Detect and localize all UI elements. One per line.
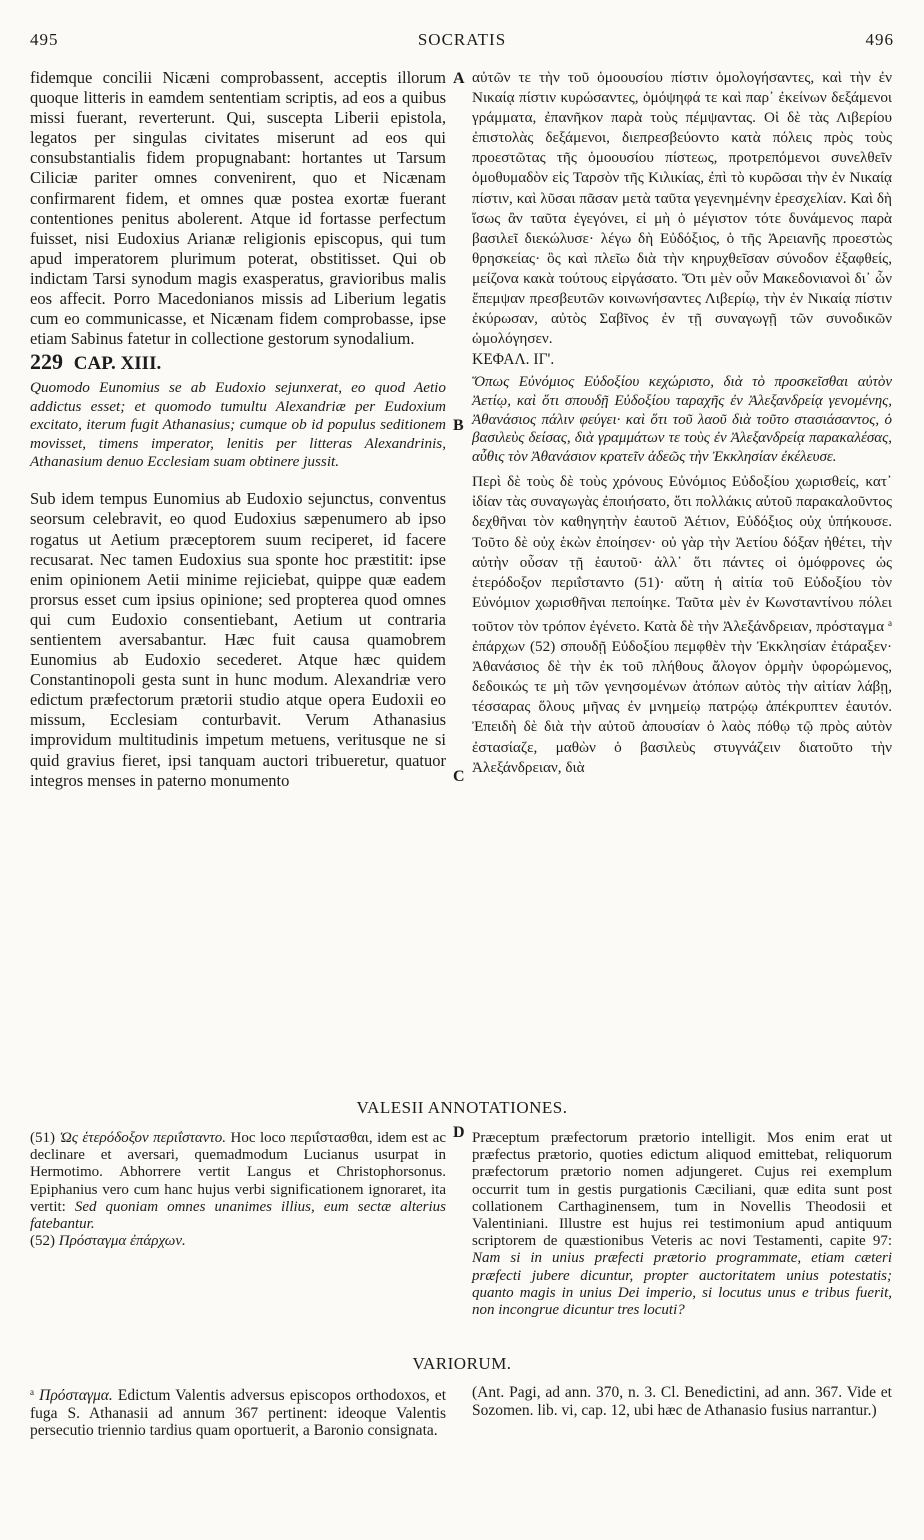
note-52-start [30, 1233, 446, 1250]
greek-paragraph-2-part-2: ἐπάρχων (52) σπουδῇ Εὐδοξίου πεμφθὲν τὴν Ἐκκλησίαν ἐτάραξεν· Ἀθανάσιος δὲ τὴν ἐκ τοῦ πλήθους ἄλογον ὁρμὴν ὑφορώμενος, δεδοικώς τε μὴ τῶν γενησομένων ἀτόπων αὐτὸς τὴν αἰτίαν λάβῃ, τέσσαρας ὅλους μῆνας ἐν μνημείῳ πατρῴῳ ἀπέκρυπτεν ἑαυτόν. Ἐπειδὴ δὲ διὰ τὴν αὐτοῦ ἀπουσίαν ὁ λαὸς πόθῳ τῷ πρὸς αὐτὸν ἐστασίαζε, μαθὼν ὁ βασιλεὺς στυγνάζειν διατοῦτο τὴν Ἀλεξάνδρειαν, διὰ [472, 638, 892, 776]
note-51-quote: Sed quoniam omnes unanimes illius, eum sectæ alterius fatebantur. [30, 1198, 446, 1233]
variorum-note-marker: a [888, 617, 892, 628]
margin-marker-c: C [453, 768, 465, 785]
variorum-note-left [30, 1384, 446, 1440]
latin-paragraph-1: fidemque concilii Nicæni comprobassent, acceptis illorum quoque litteris in eamdem sententiam scriptis, ad eos a quibus missi fuerant, reverterunt. Qui, suscepta Liberii epistola, legatos per singulas civitates miserunt ad eos qui consubstantialis fidem propugnabant: hortantes ut Tarsum Ciliciæ pariter omnes convenirent, quo et Nicænam confirmarent fidem, et omnes quæ postea exortæ fuerant contentiones penitus abolerent. Atque id fortasse perfectum fuisset, nisi Eudoxius Arianæ religionis episcopus, qui tum apud imperatorem plurimum poterat, obstitisset. Qui ob indictam Tarsi synodum magis exasperatus, gravioribus malis eos affecit. Porro Macedonianos missis ad Liberium legatis cum eo communicasse, et Nicænam fidem comprobasse, ipse etiam Sabinus fatetur in collectione gestorum synodalium. [30, 68, 446, 349]
note-51 [30, 1130, 446, 1233]
valesii-notes-left [30, 1130, 446, 1250]
note-52-quote: Nam si in unius præfecti prætorio programmate, etiam cæteri præfecti jubere dicuntur, propter auctoritatem unius potestatis; quanto magis in unius Dei imperio, si locutus unus e tribus fuerit, non incongrue dicuntur tres locuti? [472, 1250, 892, 1319]
greek-paragraph-2 [472, 472, 892, 777]
note-52-text: Præceptum præfectorum prætorio intelligit. Mos enim erat ut præfectus prætorio, quoties edictum aliquod emittebat, reliquorum præfectorum prætorio nomen adjungeret. Cujus rei exemplum occurrit tum in gestis purgationis Cæciliani, quæ edita sunt post collationem Carthaginensem, tum in Novellis Theodosii et Valentiniani. Illustre est hujus rei testimonium apud antiquum scriptorem de quæstionibus Veteris ac novi Testamenti, capite 97: [472, 1130, 892, 1250]
note-51-lemma: Ὡς ἑτερόδοξον περιΐσταντο. [59, 1130, 227, 1146]
latin-column [30, 68, 446, 791]
margin-marker-d: D [453, 1124, 465, 1141]
variorum-section-title: VARIORUM. [412, 1354, 512, 1373]
variorum-note-right [472, 1384, 892, 1419]
running-title: SOCRATIS [417, 30, 507, 49]
greek-chapter-summary: Ὅπως Εὐνόμιος Εὐδοξίου κεχώριστο, διὰ τὸ προσκεῖσθαι αὐτὸν Ἀετίῳ, καὶ ὅτι σπουδῇ Εὐδοξίου ταραχῆς ἐν Ἀλεξανδρείᾳ γενομένης, Ἀθανάσιος πάλιν φεύγει· καὶ ὅτι τοῦ λαοῦ διὰ τοῦτο στασιάσαντος, ὁ βασιλεὺς δείσας, διὰ γραμμάτων τε τοὺς ἐν Ἀλεξανδρείᾳ παρακαλέσας, αὖθις τὸν Ἀθανάσιον κρατεῖν ἀδεῶς τὴν Ἐκκλησίαν ἐκέλευσε. [472, 374, 892, 465]
valesii-notes-right [472, 1130, 892, 1319]
variorum-marker: a [30, 1387, 34, 1397]
note-52-body [472, 1130, 892, 1319]
page-number-right: 496 [865, 30, 894, 49]
latin-chapter-label: CAP. XIII. [73, 353, 162, 375]
greek-paragraph-1: αὐτῶν τε τὴν τοῦ ὁμοουσίου πίστιν ὁμολογήσαντες, καὶ τὴν ἐν Νικαίᾳ πίστιν κυρώσαντες, ὁμόψηφά τε καὶ παρ᾽ ἐκείνων δεξάμενοι γράμματα, ἐπανῆκον παρὰ τοὺς πέμψαντας. Οἱ δὲ τὰς Λιβερίου ἐπιστολὰς δεξάμενοι, διεπρεσβεύοντο κατὰ πόλεις πρὸς τοὺς προεστῶτας τῆς ὁμοουσίου πίστεως, προτρεπόμενοι συνελθεῖν ὁμοθυμαδὸν εἰς Ταρσὸν τῆς Κιλικίας, ἐπὶ τὸ κυρῶσαι τὴν ἐν Νικαίᾳ πίστιν, καὶ λῦσαι πᾶσαν μετὰ ταῦτα γεγενημένην ἐρεσχελίαν. Καὶ δὴ ἴσως ἂν ταῦτα ἐγεγόνει, εἰ μὴ ὁ μέγιστον τότε δυνάμενος παρὰ βασιλεῖ διεκώλυσε· λέγω δὴ Εὐδόξιος, ὁ τῆς Ἀρειανῆς προεστὼς θρησκείας· ὃς καὶ πλεῖω διὰ τὴν κηρυχθεῖσαν σύνοδον ἐξαφθείς, μείζονα κακὰ τούτους εἰργάσατο. Ὅτι μὲν οὖν Μακεδονιανοὶ δι᾽ ὧν ἔπεμψαν πρεσβευτῶν κοινωνήσαντες Λιβερίῳ, τὴν ἐν Νικαίᾳ πίστιν ἐκύρωσαν, αὐτὸς Σαβῖνος ἐν τῇ συναγωγῇ τῶν συνοδικῶν ὡμολόγησεν. [472, 69, 892, 348]
note-52-ref: (52) [30, 1233, 55, 1250]
latin-chapter-summary: Quomodo Eunomius se ab Eudoxio sejunxerat, eo quod Aetio addictus esset; et quomodo tumultu Alexandriæ per Eudoxium excitato, iterum fugit Athanasius; cumque ob id populus seditionem movisset, timens imperator, lenitis per litteras Alexandrinis, Athanasium denuo Ecclesiam suam obtinere jussit. [30, 379, 446, 470]
margin-marker-a: A [453, 70, 465, 87]
valesii-section-title: VALESII ANNOTATIONES. [356, 1098, 568, 1117]
note-51-ref: (51) [30, 1130, 55, 1146]
note-51-text: Hoc loco περιΐστασθαι, idem est ac declinare et aversari, quemadmodum Lucianus usurpat in Hermotimo. Abhorrere vertit Langus et Christophorsonus. Epiphanius vero cum hanc hujus verbi significationem ignoraret, ita vertit: [30, 1130, 446, 1215]
latin-paragraph-2: Sub idem tempus Eunomius ab Eudoxio sejunctus, conventus seorsum celebravit, eo quod Eudoxius sæpenumero ab ipso rogatus ut Aetium præceptorem suum reciperet, id facere recusarat. Nec tamen Eudoxius sua sponte hoc præstitit: ipse enim opinionem Aetii minime rejiciebat, quippe quæ eadem prorsus esset cum ipsius opinione; sed propterea quod omnes qui cum Eudoxio consentiebant, Aetium ut contraria sentientem aversabantur. Hæc fuit causa quamobrem Eunomius ab Eudoxio secederet. Atque hæc quidem Constantinopoli gesta sunt in hunc modum. Alexandriæ vero edictum præfectorum prætorii studio atque opera Eudoxii eo missum, Ecclesiam conturbavit. Verum Athanasius improvidum multitudinis impetum metuens, veritusque ne si quid gravius fieret, ipsi tanquam auctori tribueretur, quatuor integros menses in paterno monumento [30, 489, 446, 790]
chapter-number: 229 [30, 349, 63, 375]
margin-marker-b: B [453, 417, 464, 434]
variorum-note [30, 1384, 446, 1440]
page-number-left: 495 [30, 30, 59, 49]
greek-column [472, 68, 892, 778]
variorum-continuation: (Ant. Pagi, ad ann. 370, n. 3. Cl. Benedictini, ad ann. 367. Vide et Sozomen. lib. vi, cap. 12, ubi hæc de Athanasio fusius narrantur.) [472, 1384, 892, 1419]
note-52-lemma: Πρόσταγμα ἐπάρχων. [58, 1233, 186, 1250]
greek-chapter-label: ΚΕΦΑΛ. ΙΓ'. [472, 351, 555, 369]
variorum-text: Edictum Valentis adversus episcopos orthodoxos, et fuga S. Athanasii ad annum 367 pertinent: ideoque Valentis persecutio triennio tardius quam oportuerit, a Baronio consignata. [30, 1387, 447, 1440]
latin-chapter-heading [30, 349, 446, 377]
variorum-lemma: Πρόσταγμα. [39, 1387, 113, 1404]
greek-paragraph-2-part-1: Περὶ δὲ τοὺς δὲ τοὺς χρόνους Εὐνόμιος Εὐδοξίου χωρισθείς, κατ᾽ ἰδίαν τὰς συναγωγὰς ἐποιήσατο, ὅτι πολλάκις αὐτοῦ παρακαλοῦντος δεχθῆναι τὸν καθηγητὴν ἑαυτοῦ Ἀέτιον, Εὐδόξιος οὐχ ὑπήκουσε. Τοῦτο δὲ οὐχ ἑκὼν ἐποίησεν· οὐ γὰρ τὴν Ἀετίου δόξαν ἠθέτει, τὴν αὐτὴν οὖσαν τῇ ἑαυτοῦ· ἀλλ᾽ ὅτι πάντες οἱ ὁμόφρονες ὡς ἑτερόδοξον περιΐσταντο (51)· αὕτη ἡ αἰτία τοῦ Εὐδοξίου τὸν Εὐνόμιον χωρισθῆναι πεποίηκε. Ταῦτα μὲν ἐν Κωνσταντίνου πόλει τοῦτον τὸν τρόπον ἐγένετο. Κατὰ δὲ τὴν Ἀλεξάνδρειαν, πρόσταγμα [472, 473, 892, 635]
